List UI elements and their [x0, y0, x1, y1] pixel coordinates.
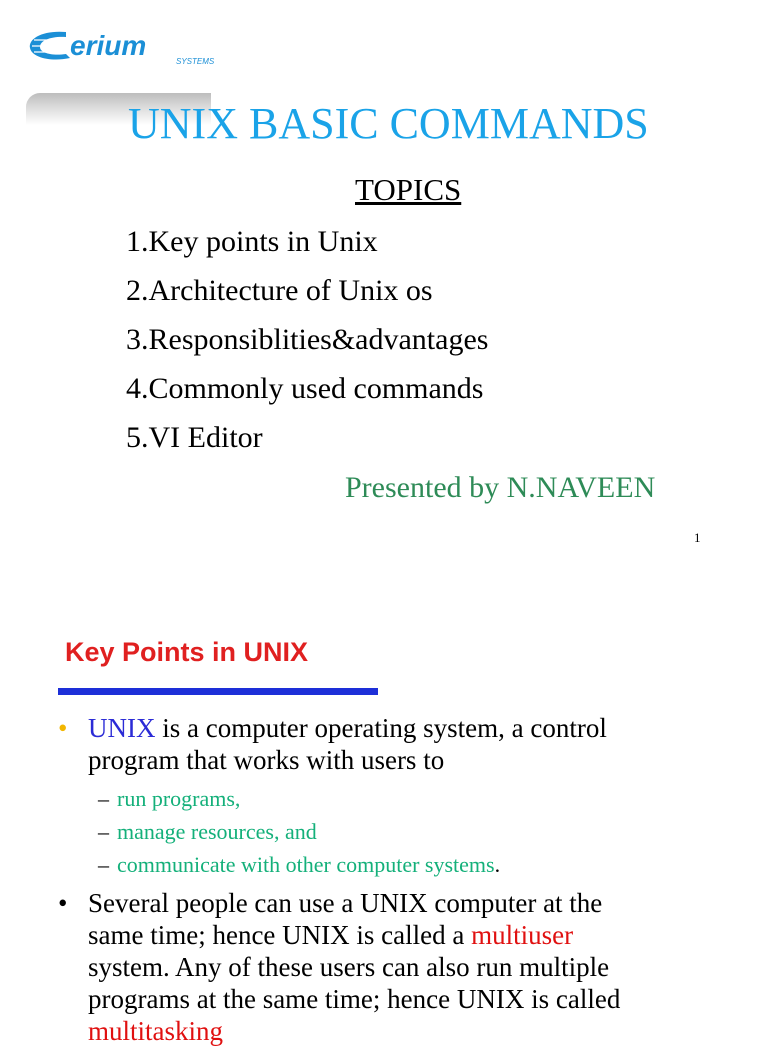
unix-term: UNIX	[88, 713, 156, 743]
cerium-logo	[26, 26, 246, 66]
sub-item	[98, 818, 317, 846]
sub-dash: –	[98, 852, 109, 877]
topic-item: 4.Commonly used commands	[126, 372, 484, 405]
sub-dash: –	[98, 786, 109, 811]
sub-item-text: run programs,	[117, 786, 241, 811]
bullet-paragraph-2	[88, 887, 688, 1047]
topic-item: 3.Responsiblities&advantages	[126, 323, 489, 356]
page-number: 1	[694, 530, 701, 545]
sub-item-text: communicate with other computer systems	[117, 852, 495, 877]
topic-list	[126, 222, 488, 467]
bullet-text: system. Any of these users can also run multiple	[88, 952, 610, 982]
heading-underline	[58, 688, 378, 695]
bullet-text: programs at the same time; hence UNIX is called	[88, 984, 621, 1014]
sub-item-text: manage resources, and	[117, 819, 317, 844]
bullet-marker: •	[58, 713, 68, 743]
topics-heading: TOPICS	[355, 172, 462, 207]
topic-item: 2.Architecture of Unix os	[126, 274, 433, 307]
sub-item	[98, 785, 240, 813]
bullet-paragraph-1	[88, 712, 688, 776]
slide-2	[0, 595, 768, 1046]
presenter-credit: Presented by N.NAVEEN	[345, 471, 656, 504]
bullet-text: same time; hence UNIX is called a	[88, 920, 472, 950]
sub-item-suffix: .	[494, 852, 501, 877]
topic-item: 1.Key points in Unix	[126, 225, 378, 258]
bullet-text: is a computer operating system, a control	[155, 713, 607, 743]
multiuser-term: multiuser	[471, 920, 574, 950]
sub-dash: –	[98, 819, 109, 844]
sub-item	[98, 851, 500, 879]
slide-title: UNIX BASIC COMMANDS	[128, 99, 649, 148]
topic-item: 5.VI Editor	[126, 421, 263, 454]
bullet-marker: •	[58, 888, 68, 918]
multitasking-term: multitasking	[88, 1016, 223, 1046]
svg-text:SYSTEMS: SYSTEMS	[176, 57, 215, 66]
bullet-text: Several people can use a UNIX computer at the	[88, 888, 603, 918]
svg-text:erium: erium	[70, 30, 147, 61]
section-heading: Key Points in UNIX	[65, 637, 309, 667]
bullet-text: program that works with users to	[88, 745, 445, 775]
